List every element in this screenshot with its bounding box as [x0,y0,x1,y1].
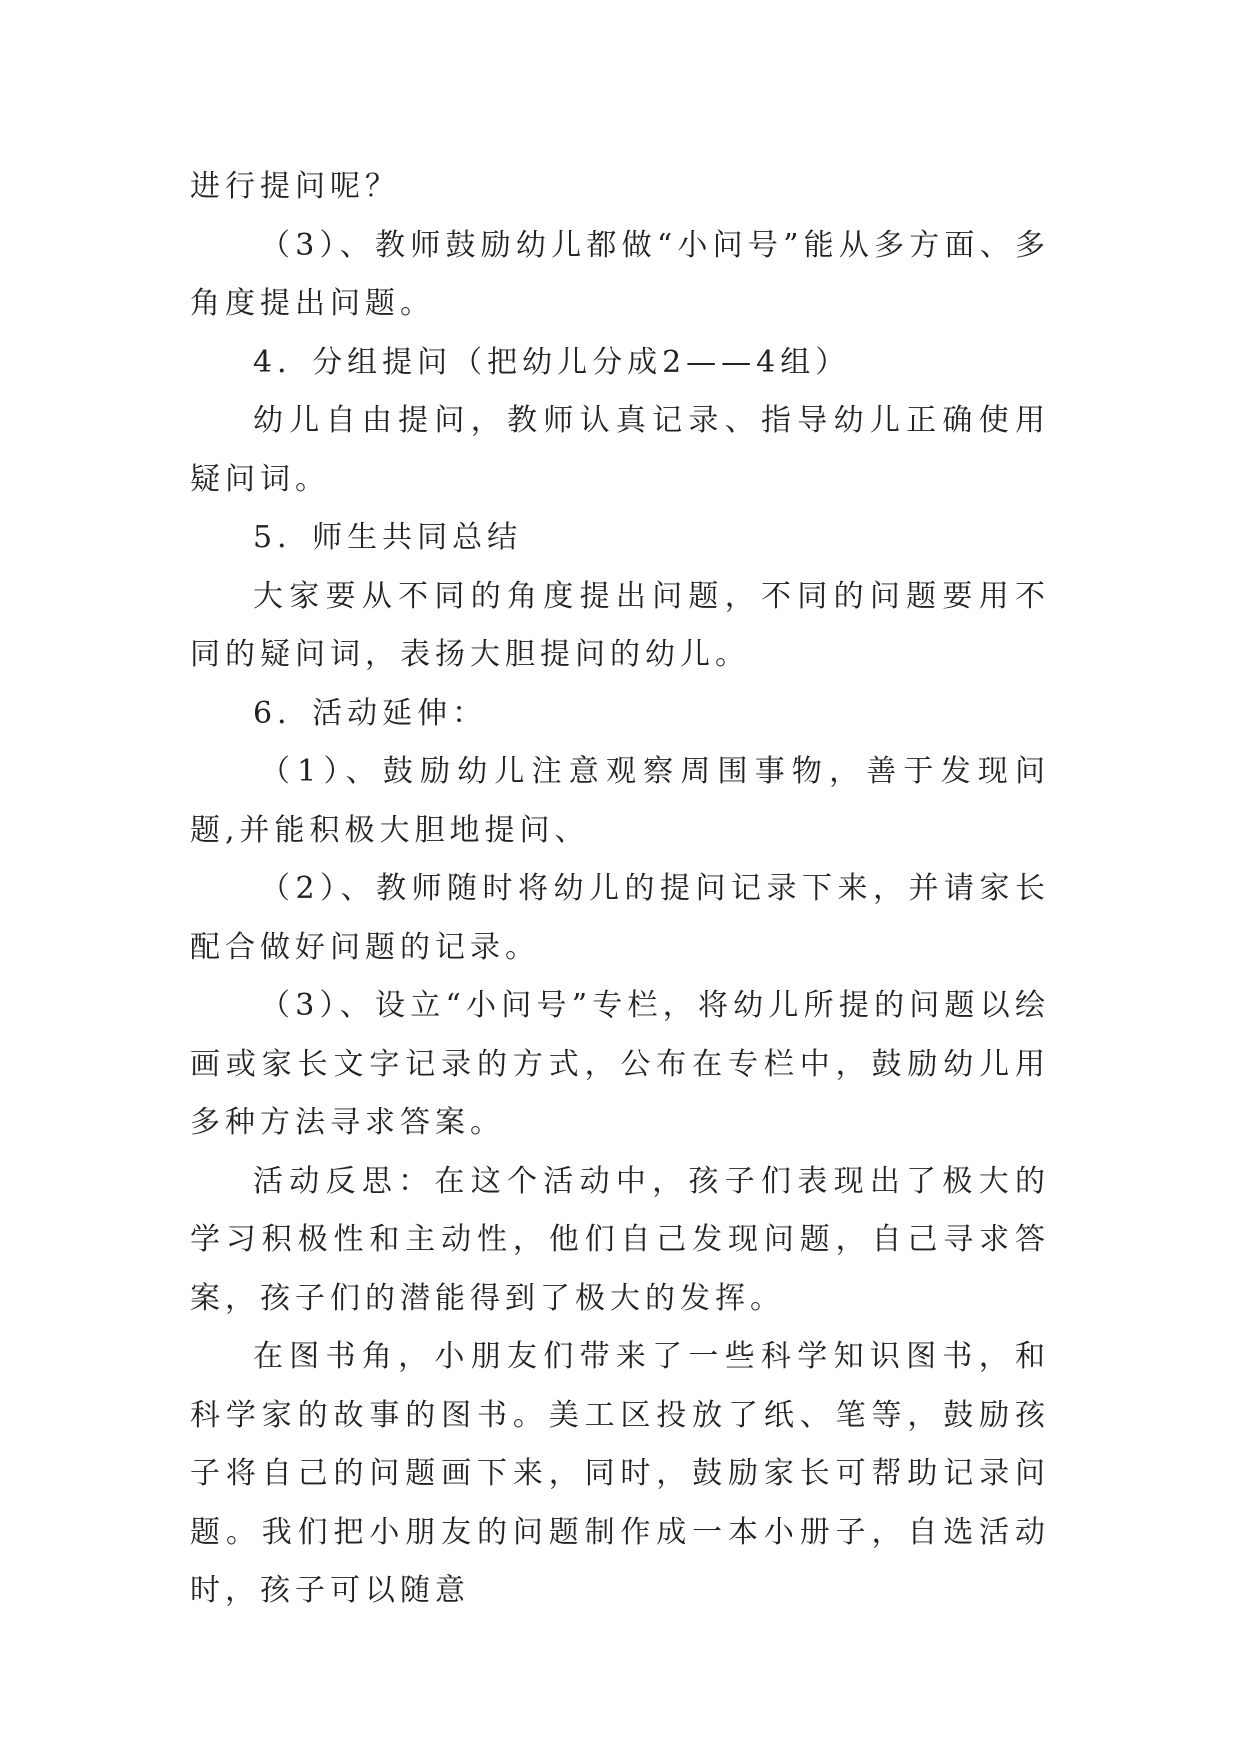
paragraph-extension-2: （2）、教师随时将幼儿的提问记录下来，并请家长配合做好问题的记录。 [190,871,1050,965]
paragraph-book-corner: 在图书角，小朋友们带来了一些科学知识图书，和科学家的故事的图书。美工区投放了纸、笔等，鼓励孩子将自己的问题画下来，同时，鼓励家长可帮助记录问题。我们把小朋友的问题制作成一本小册子，自选活动时，孩子可以随意 [190,1339,1050,1608]
section-heading-6: 6．活动延伸： [253,695,488,731]
paragraph-continuation: 进行提问呢？ [190,169,400,204]
paragraph-item-3: （3）、教师鼓励幼儿都做“小问号”能从多方面、多角度提出问题。 [190,227,1050,321]
section-heading-5: 5．师生共同总结 [253,520,523,555]
paragraph-free-questions: 幼儿自由提问，教师认真记录、指导幼儿正确使用疑问词。 [190,403,1050,497]
paragraph-summary: 大家要从不同的角度提出问题，不同的问题要用不同的疑问词，表扬大胆提问的幼儿。 [190,578,1050,672]
section-heading-4: 4．分组提问（把幼儿分成2——4组） [253,344,851,380]
document-body [190,158,1050,1621]
paragraph-reflection: 活动反思：在这个活动中，孩子们表现出了极大的学习积极性和主动性，他们自己发现问题，自己寻求答案，孩子们的潜能得到了极大的发挥。 [190,1163,1050,1316]
paragraph-extension-3: （3）、设立“小问号”专栏，将幼儿所提的问题以绘画或家长文字记录的方式，公布在专栏中，鼓励幼儿用多种方法寻求答案。 [190,988,1050,1140]
paragraph-extension-1: （1）、鼓励幼儿注意观察周围事物，善于发现问题,并能积极大胆地提问、 [190,754,1050,848]
